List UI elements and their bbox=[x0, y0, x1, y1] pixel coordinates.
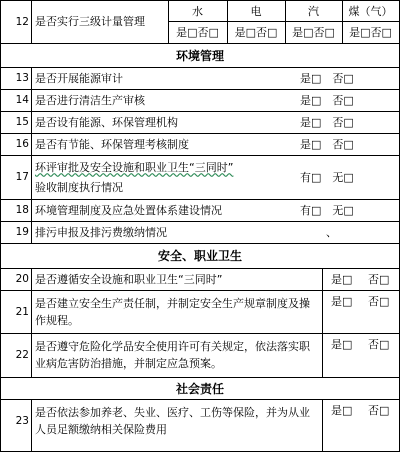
row-question-line-2: 验收制度执行情况 bbox=[35, 180, 123, 194]
row-question-line-1: 环评审批及安全设施和职业卫生“三同时” bbox=[35, 160, 234, 174]
row-number: 22 bbox=[15, 349, 29, 361]
checkbox-group-yes-no[interactable]: 是□ 否□ bbox=[300, 94, 354, 107]
column-header-electricity: 电 bbox=[250, 4, 262, 18]
grid-line bbox=[322, 268, 323, 377]
row-question: 是否建立安全生产责任制，并制定安全生产规章制度及操作规程。 bbox=[35, 296, 310, 327]
row-question: 环境管理制度及应急处置体系建设情况 bbox=[35, 203, 222, 217]
section-title-environment: 环境管理 bbox=[175, 48, 224, 63]
row-number: 12 bbox=[15, 15, 29, 28]
checkbox-group-steam[interactable]: 是□否□ bbox=[292, 26, 335, 39]
checkbox-group-have-not[interactable]: 有□ 无□ bbox=[300, 171, 354, 184]
checkbox-no[interactable]: 否□ bbox=[368, 338, 390, 351]
checkbox-yes[interactable]: 是□ bbox=[331, 404, 353, 417]
checkbox-group-coal-gas[interactable]: 是□否□ bbox=[349, 26, 392, 39]
column-header-coal-gas: 煤（气） bbox=[348, 4, 393, 18]
checkbox-no[interactable]: 否□ bbox=[368, 273, 390, 286]
checkbox-group-yes-no[interactable]: 是□ 否□ bbox=[300, 116, 354, 129]
row-question: 排污申报及排污费缴纳情况 bbox=[35, 225, 167, 239]
row-number: 16 bbox=[15, 138, 29, 150]
row-number: 21 bbox=[15, 305, 29, 318]
row-number: 20 bbox=[15, 273, 29, 285]
checkbox-group-yes-no[interactable]: 是□ 否□ bbox=[300, 138, 354, 151]
checkbox-no[interactable]: 否□ bbox=[368, 404, 390, 417]
checkbox-yes[interactable]: 是□ bbox=[331, 273, 353, 286]
row-question: 是否遵守危险化学品安全使用许可有关规定，依法落实职业病危害防治措施，并制定应急预案。 bbox=[35, 340, 310, 370]
row-question: 是否实行三级计量管理 bbox=[35, 15, 145, 28]
column-header-steam: 汽 bbox=[308, 4, 319, 18]
row-number: 23 bbox=[15, 415, 29, 427]
section-title-social: 社会责任 bbox=[175, 381, 224, 396]
row-question: 是否进行清洁生产审核 bbox=[35, 93, 145, 107]
checkbox-group-electricity[interactable]: 是□否□ bbox=[234, 26, 278, 39]
answer-mark[interactable]: 、 bbox=[326, 226, 337, 239]
row-number: 17 bbox=[15, 171, 29, 183]
checkbox-yes[interactable]: 是□ bbox=[331, 338, 353, 351]
checkbox-group-have-not[interactable]: 有□ 无□ bbox=[300, 204, 354, 217]
section-title-safety: 安全、职业卫生 bbox=[157, 249, 242, 263]
row-question: 是否遵循安全设施和职业卫生“三同时” bbox=[35, 272, 223, 286]
row-question: 是否有节能、环保管理考核制度 bbox=[35, 137, 189, 151]
row-number: 14 bbox=[15, 94, 29, 106]
row-number: 18 bbox=[15, 204, 29, 216]
grid-line bbox=[322, 399, 323, 452]
checkbox-yes[interactable]: 是□ bbox=[331, 295, 353, 308]
row-question: 是否依法参加养老、失业、医疗、工伤等保险，并为从业人员足额缴纳相关保险费用 bbox=[35, 406, 310, 436]
checkbox-group-water[interactable]: 是□否□ bbox=[176, 26, 219, 39]
row-question: 是否设有能源、环保管理机构 bbox=[35, 115, 178, 129]
column-header-water: 水 bbox=[192, 4, 203, 18]
row-number: 13 bbox=[15, 72, 29, 84]
row-number: 19 bbox=[15, 226, 29, 238]
checkbox-group-yes-no[interactable]: 是□ 否□ bbox=[300, 72, 354, 85]
row-number: 15 bbox=[15, 116, 29, 128]
checkbox-no[interactable]: 否□ bbox=[368, 295, 390, 308]
row-question: 是否开展能源审计 bbox=[35, 71, 123, 85]
